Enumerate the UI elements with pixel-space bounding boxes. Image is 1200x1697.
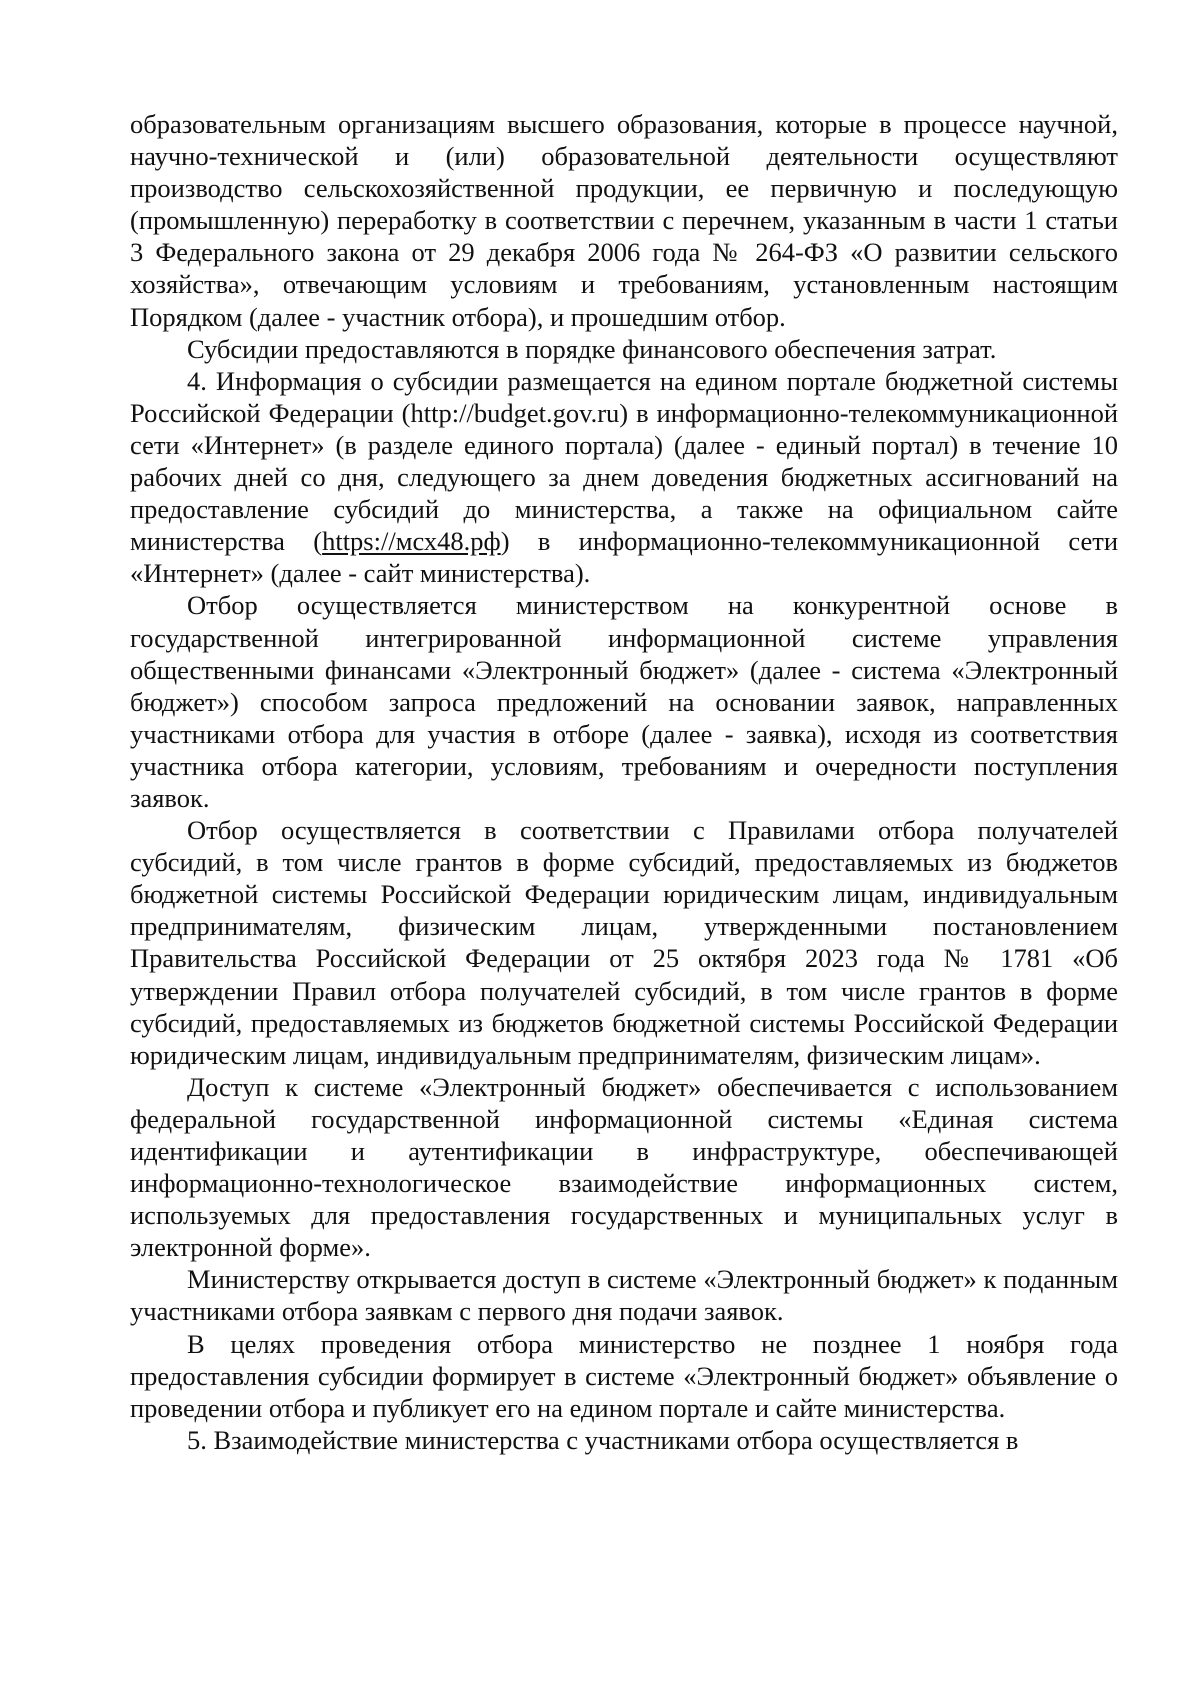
paragraph-system-access: Доступ к системе «Электронный бюджет» обеспечивается с использованием федеральной государственной информационной системы «Единая система идентификации и аутентификации в инфраструктуре, обеспечивающей информационно-технологическое взаимодействие информационных систем, используемых для предоставления государственных и муниципальных услуг в электронной форме».	[130, 1071, 1118, 1263]
paragraph-subsidy-information	[130, 365, 1118, 590]
paragraph-subsidy-mode: Субсидии предоставляются в порядке финансового обеспечения затрат.	[187, 333, 997, 364]
paragraph-selection-procedure: Отбор осуществляется министерством на конкурентной основе в государственной интегрированной информационной системе управления общественными финансами «Электронный бюджет» (далее - система «Электронный бюджет») способом запроса предложений на основании заявок, направленных участниками отбора для участия в отборе (далее - заявка), исходя из соответствия участника отбора категории, условиям, требованиям и очередности поступления заявок.	[130, 590, 1118, 813]
paragraph-ministry-access: Министерству открывается доступ в системе «Электронный бюджет» к поданным участниками отбора заявкам с первого дня подачи заявок.	[130, 1264, 1118, 1327]
paragraph-interaction: 5. Взаимодействие министерства с участниками отбора осуществляется в	[187, 1424, 1019, 1455]
paragraph-selection-announcement: В целях проведения отбора министерство не позднее 1 ноября года предоставления субсидии формирует в системе «Электронный бюджет» объявление о проведении отбора и публикует его на едином портале и сайте министерства.	[130, 1328, 1118, 1423]
paragraph-subsidy-information-text-start: 4. Информация о субсидии размещается на едином портале бюджетной системы Российской Федерации (http://budget.gov.ru) в информационно-телекоммуникационной сети «Интернет» (в разделе единого портала) (далее - единый портал) в течение 10 рабочих дней со дня, следующего за днем доведения бюджетных ассигнований на предоставление субсидий до министерства, а также на официальном сайте министерства (	[130, 365, 1118, 557]
ministry-website-link[interactable]: https://мсх48.рф	[322, 526, 501, 557]
paragraph-selection-rules: Отбор осуществляется в соответствии с Правилами отбора получателей субсидий, в том числе грантов в форме субсидий, предоставляемых из бюджетов бюджетной системы Российской Федерации юридическим лицам, индивидуальным предпринимателям, физическим лицам, утвержденными постановлением Правительства Российской Федерации от 25 октября 2023 года № 1781 «Об утверждении Правил отбора получателей субсидий, в том числе грантов в форме субсидий, предоставляемых из бюджетов бюджетной системы Российской Федерации юридическим лицам, индивидуальным предпринимателям, физическим лицам».	[130, 815, 1118, 1070]
document-page	[130, 108, 1118, 1456]
paragraph-subsidy-information-text-end: ) в информационно-телекоммуникационной сети «Интернет» (далее - сайт министерства).	[130, 526, 1118, 589]
paragraph-eligible-organizations: образовательным организациям высшего образования, которые в процессе научной, научно-технической и (или) образовательной деятельности осуществляют производство сельскохозяйственной продукции, ее первичную и последующую (промышленную) переработку в соответствии с перечнем, указанным в части 1 статьи 3 Федерального закона от 29 декабря 2006 года № 264-ФЗ «О развитии сельского хозяйства», отвечающим условиям и требованиям, установленным настоящим Порядком (далее - участник отбора), и прошедшим отбор.	[130, 109, 1118, 332]
